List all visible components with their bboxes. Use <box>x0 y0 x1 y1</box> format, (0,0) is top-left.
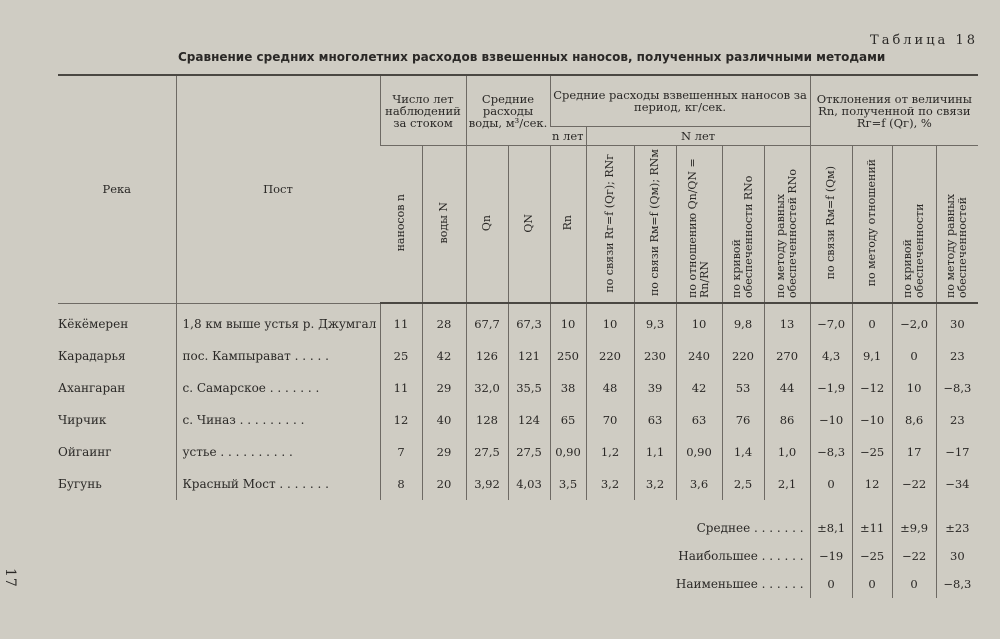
cell-d2: 9,1 <box>852 340 892 372</box>
table-label: Таблица 18 <box>870 33 978 48</box>
table-row <box>58 468 978 500</box>
cell-river: Ойгаинг <box>58 445 112 459</box>
table-row <box>58 436 978 468</box>
header-dev-c4: по методу равных обеспеченностей <box>936 146 978 304</box>
summary-cell-d4: −8,3 <box>936 570 978 598</box>
cell-QN: 121 <box>508 340 550 372</box>
summary-cell-d1: −19 <box>810 542 852 570</box>
cell-r4: 76 <box>722 404 764 436</box>
header-sed-c1: по связи Rг=f (Qг); RNг <box>586 146 634 304</box>
cell-d1: 0 <box>810 468 852 500</box>
cell-r1: 70 <box>586 404 634 436</box>
cell-r5: 44 <box>764 372 810 404</box>
cell-d3: 0 <box>892 340 936 372</box>
cell-d1: −10 <box>810 404 852 436</box>
summary-cell-d3: 0 <box>892 570 936 598</box>
cell-post: устье . . . . . . . . . . <box>176 436 380 468</box>
cell-r5: 2,1 <box>764 468 810 500</box>
cell-r3: 3,6 <box>676 468 722 500</box>
cell-r5: 86 <box>764 404 810 436</box>
cell-Rn: 3,5 <box>550 468 586 500</box>
header-QN: QN <box>508 146 550 304</box>
cell-post: с. Самарское . . . . . . . <box>176 372 380 404</box>
cell-post: пос. Кампырават . . . . . <box>176 340 380 372</box>
cell-d3: 8,6 <box>892 404 936 436</box>
header-sed-c2: по связи Rм=f (Qм); RNм <box>634 146 676 304</box>
header-years-n: наносов n <box>380 146 422 304</box>
header-sediment-group: Средние расходы взвешенных наносов за период, кг/сек. <box>550 75 810 127</box>
cell-river: Кёкёмерен <box>58 316 129 331</box>
cell-r2: 230 <box>634 340 676 372</box>
page-number: 17 <box>2 568 18 588</box>
header-sed-c4: по кривой обеспеченности RNо <box>722 146 764 304</box>
header-sed-c3: по отношению Qn/QN = Rn/RN <box>676 146 722 304</box>
cell-Rn: 250 <box>550 340 586 372</box>
cell-d1: 4,3 <box>810 340 852 372</box>
cell-river: Бугунь <box>58 477 102 491</box>
summary-label: Среднее . . . . . . . <box>696 521 804 535</box>
cell-r2: 3,2 <box>634 468 676 500</box>
cell-QN: 67,3 <box>508 303 550 340</box>
summary-cell-d1: ±8,1 <box>810 500 852 542</box>
header-dev-c2: по методу отношений <box>852 146 892 304</box>
summary-cell-d2: −25 <box>852 542 892 570</box>
cell-d1: −8,3 <box>810 436 852 468</box>
cell-d1: −1,9 <box>810 372 852 404</box>
cell-n: 11 <box>380 303 422 340</box>
cell-N: 42 <box>422 340 466 372</box>
cell-r4: 2,5 <box>722 468 764 500</box>
cell-d4: 23 <box>936 340 978 372</box>
cell-n: 25 <box>380 340 422 372</box>
cell-N: 40 <box>422 404 466 436</box>
cell-d4: −34 <box>936 468 978 500</box>
cell-Rn: 10 <box>550 303 586 340</box>
header-years-N: воды N <box>422 146 466 304</box>
table-row <box>58 404 978 436</box>
cell-d2: −12 <box>852 372 892 404</box>
summary-cell-d2: ±11 <box>852 500 892 542</box>
cell-r2: 1,1 <box>634 436 676 468</box>
cell-d2: −25 <box>852 436 892 468</box>
cell-Qn: 126 <box>466 340 508 372</box>
cell-r4: 220 <box>722 340 764 372</box>
header-N-years: N лет <box>586 127 810 146</box>
cell-n: 7 <box>380 436 422 468</box>
cell-d2: 0 <box>852 303 892 340</box>
cell-river: Ахангаран <box>58 381 126 395</box>
cell-d3: −2,0 <box>892 303 936 340</box>
cell-post: 1,8 км выше устья р. Джумгал <box>176 303 380 340</box>
cell-d4: −8,3 <box>936 372 978 404</box>
cell-r5: 270 <box>764 340 810 372</box>
summary-label: Наименьшее . . . . . . <box>675 577 804 591</box>
cell-r4: 53 <box>722 372 764 404</box>
summary-cell-d3: ±9,9 <box>892 500 936 542</box>
header-dev-c1: по связи Rм=f (Qм) <box>810 146 852 304</box>
table-caption: Сравнение средних многолетних расходов взвешенных наносов, полученных различными методами <box>178 50 886 64</box>
header-post: Пост <box>176 75 380 303</box>
cell-d4: 23 <box>936 404 978 436</box>
cell-Qn: 67,7 <box>466 303 508 340</box>
summary-row <box>58 500 978 542</box>
header-flow-group: Средние расходы воды, м³/сек. <box>466 75 550 146</box>
cell-r1: 220 <box>586 340 634 372</box>
cell-river: Чирчик <box>58 413 107 427</box>
cell-Qn: 3,92 <box>466 468 508 500</box>
table-row <box>58 303 978 340</box>
cell-r5: 1,0 <box>764 436 810 468</box>
summary-cell-d4: ±23 <box>936 500 978 542</box>
cell-n: 12 <box>380 404 422 436</box>
cell-Qn: 32,0 <box>466 372 508 404</box>
cell-d2: −10 <box>852 404 892 436</box>
header-sed-c5: по методу равных обеспеченностей RNо <box>764 146 810 304</box>
cell-N: 29 <box>422 436 466 468</box>
cell-r1: 48 <box>586 372 634 404</box>
summary-row <box>58 542 978 570</box>
cell-Qn: 27,5 <box>466 436 508 468</box>
summary-cell-d2: 0 <box>852 570 892 598</box>
cell-river: Карадарья <box>58 349 126 363</box>
cell-Rn: 0,90 <box>550 436 586 468</box>
cell-r2: 9,3 <box>634 303 676 340</box>
cell-r5: 13 <box>764 303 810 340</box>
header-years-group: Число лет наблюдений за стоком <box>380 75 466 146</box>
header-n-years: n лет <box>550 127 586 146</box>
table-row <box>58 372 978 404</box>
cell-r3: 240 <box>676 340 722 372</box>
header-river: Река <box>58 75 176 303</box>
cell-n: 8 <box>380 468 422 500</box>
summary-row <box>58 570 978 598</box>
header-Rn: Rn <box>550 146 586 304</box>
cell-N: 20 <box>422 468 466 500</box>
cell-r3: 0,90 <box>676 436 722 468</box>
cell-r3: 10 <box>676 303 722 340</box>
cell-QN: 4,03 <box>508 468 550 500</box>
table-row <box>58 340 978 372</box>
summary-cell-d3: −22 <box>892 542 936 570</box>
cell-d4: 30 <box>936 303 978 340</box>
cell-r2: 63 <box>634 404 676 436</box>
cell-post: Красный Мост . . . . . . . <box>176 468 380 500</box>
summary-cell-d4: 30 <box>936 542 978 570</box>
cell-Qn: 128 <box>466 404 508 436</box>
cell-d1: −7,0 <box>810 303 852 340</box>
cell-QN: 124 <box>508 404 550 436</box>
cell-r3: 42 <box>676 372 722 404</box>
cell-r4: 1,4 <box>722 436 764 468</box>
header-deviation-group: Отклонения от величины Rn, полученной по связи Rг=f (Qг), % <box>810 75 978 146</box>
cell-r4: 9,8 <box>722 303 764 340</box>
cell-Rn: 65 <box>550 404 586 436</box>
cell-QN: 35,5 <box>508 372 550 404</box>
cell-d4: −17 <box>936 436 978 468</box>
cell-N: 29 <box>422 372 466 404</box>
cell-n: 11 <box>380 372 422 404</box>
header-dev-c3: по кривой обеспеченности <box>892 146 936 304</box>
cell-r2: 39 <box>634 372 676 404</box>
cell-QN: 27,5 <box>508 436 550 468</box>
comparison-table <box>58 74 978 598</box>
summary-label: Наибольшее . . . . . . <box>678 549 804 563</box>
header-Qn: Qn <box>466 146 508 304</box>
cell-d3: 17 <box>892 436 936 468</box>
cell-d2: 12 <box>852 468 892 500</box>
summary-cell-d1: 0 <box>810 570 852 598</box>
cell-r1: 3,2 <box>586 468 634 500</box>
cell-N: 28 <box>422 303 466 340</box>
cell-d3: 10 <box>892 372 936 404</box>
cell-r1: 1,2 <box>586 436 634 468</box>
cell-post: с. Чиназ . . . . . . . . . <box>176 404 380 436</box>
cell-r3: 63 <box>676 404 722 436</box>
cell-r1: 10 <box>586 303 634 340</box>
cell-d3: −22 <box>892 468 936 500</box>
cell-Rn: 38 <box>550 372 586 404</box>
